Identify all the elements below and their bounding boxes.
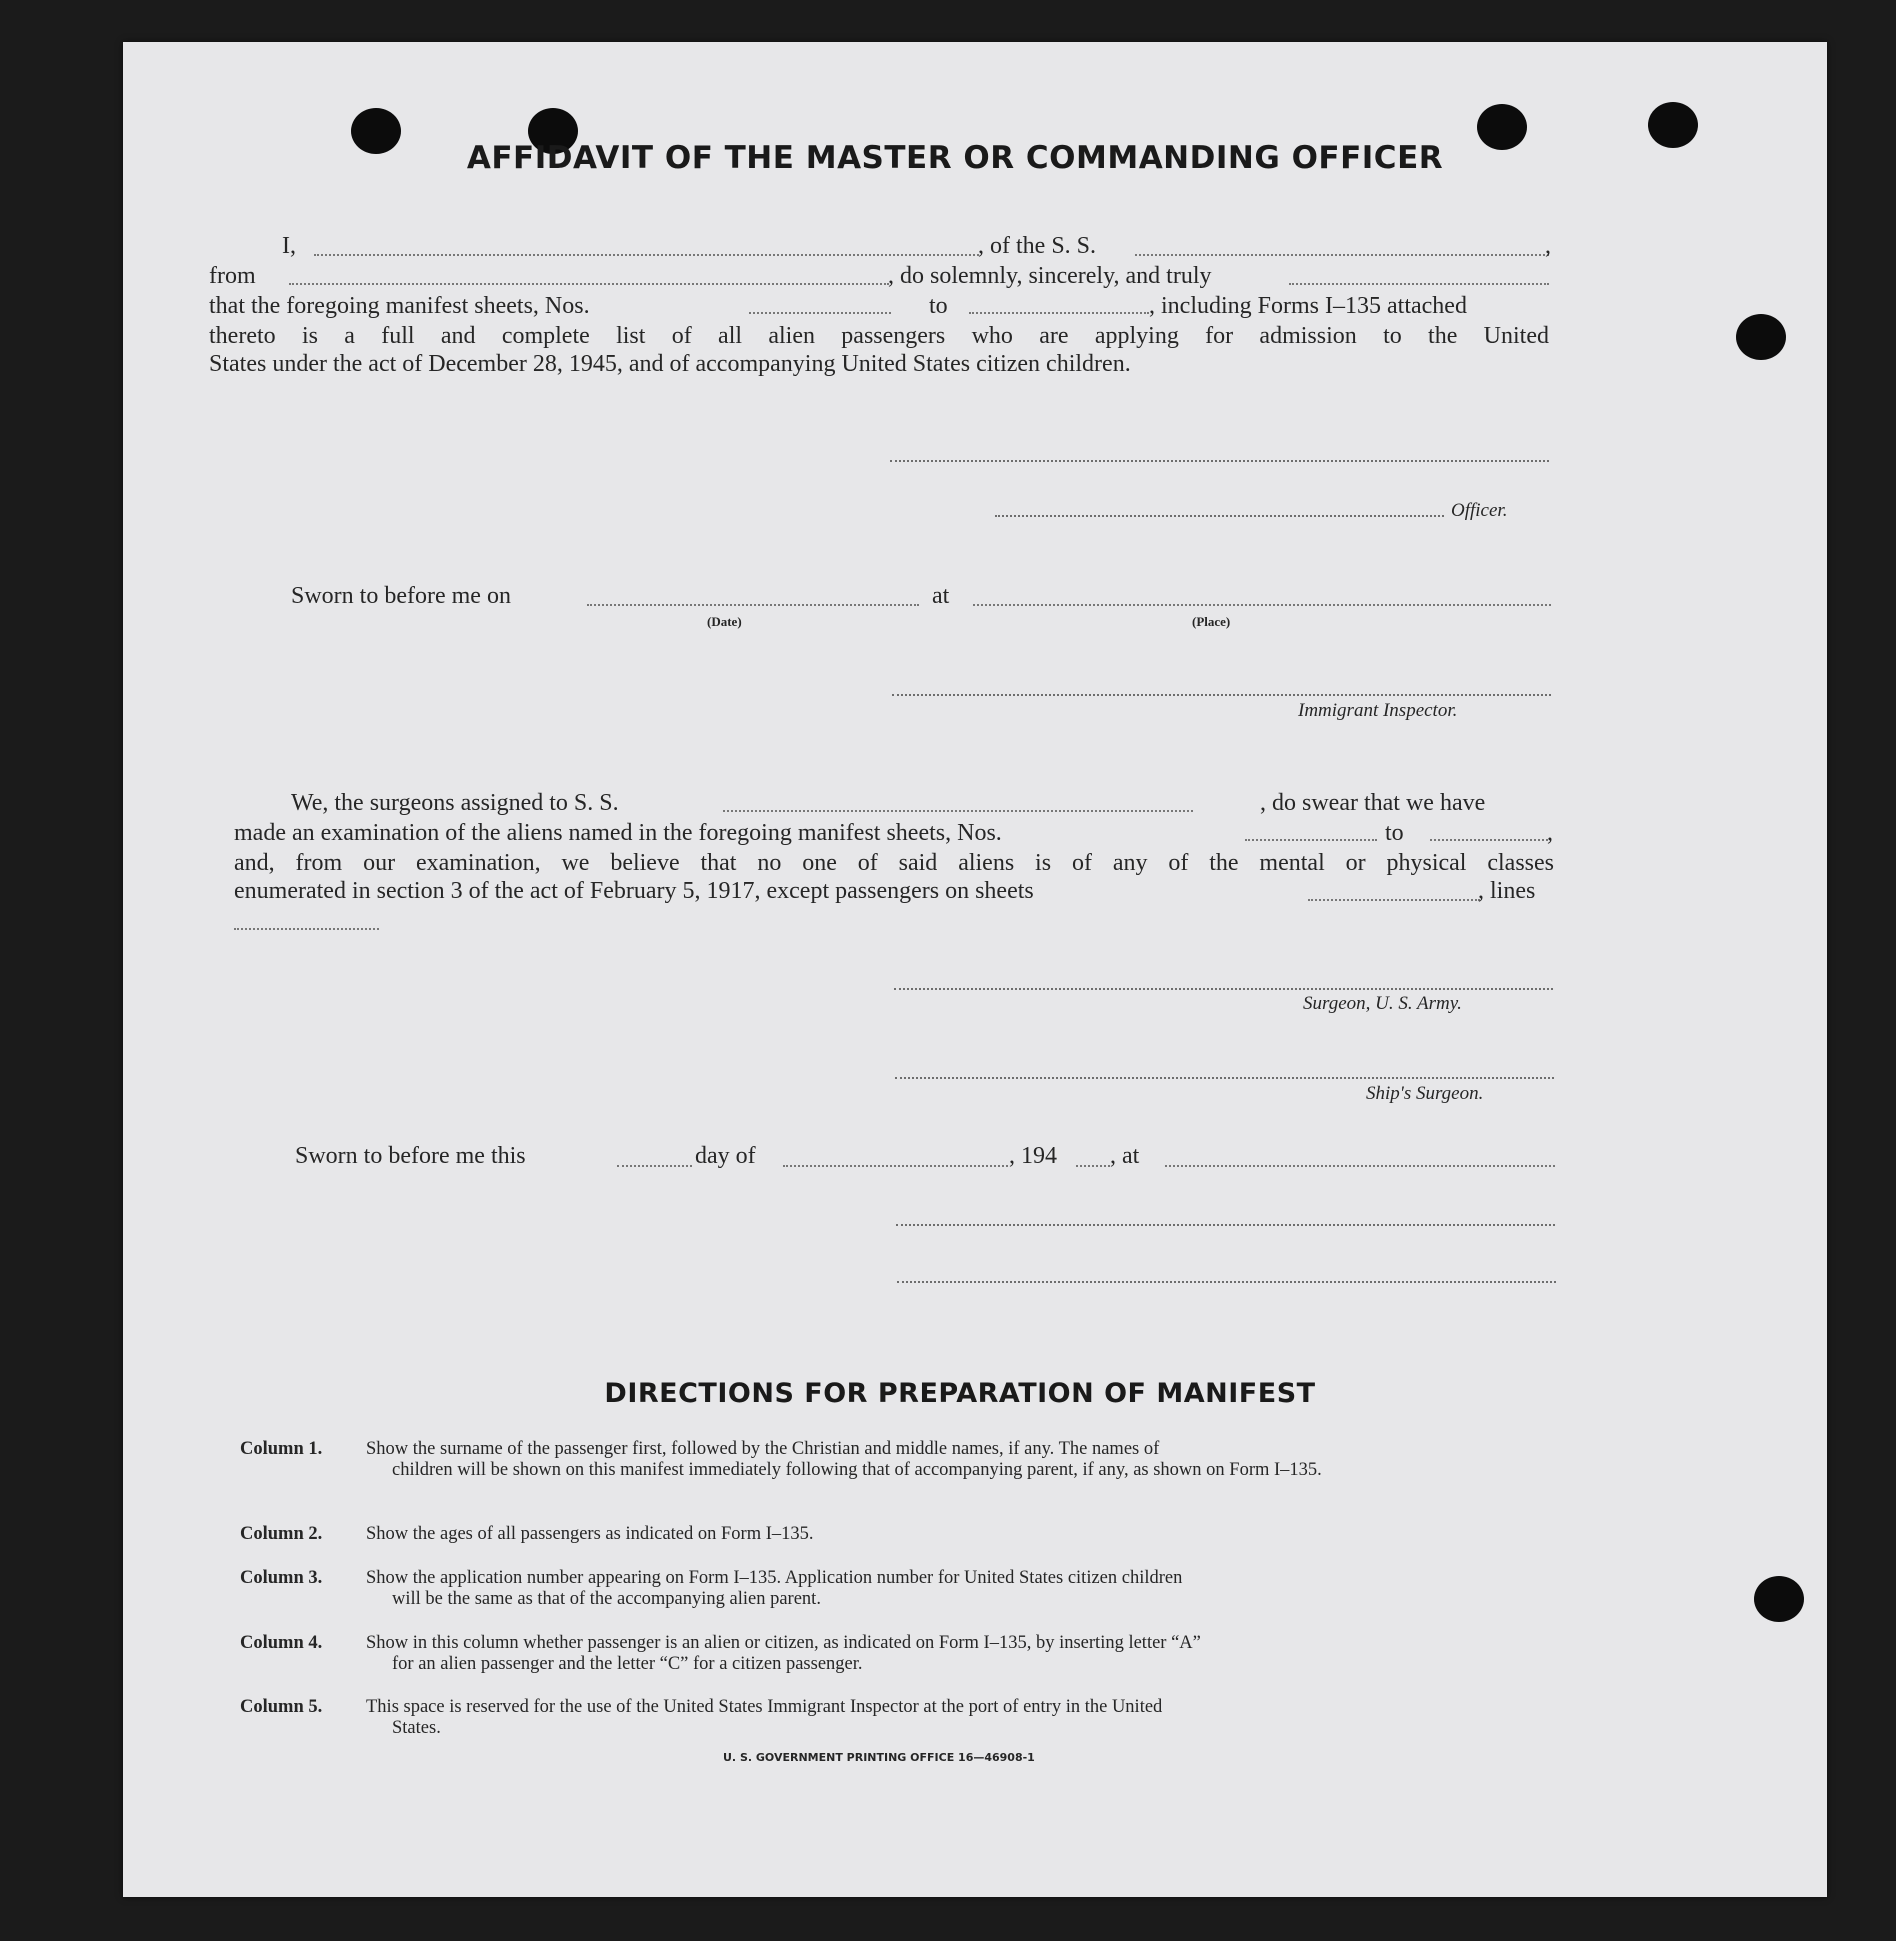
inspector-signature-line[interactable] xyxy=(892,694,1551,696)
ship-name-field[interactable] xyxy=(1135,254,1549,256)
direction-text: will be the same as that of the accompanying alien parent. xyxy=(392,1589,821,1609)
surgeons-text: , xyxy=(1547,820,1553,846)
sworn-signature-line-1[interactable] xyxy=(896,1224,1555,1226)
direction-text: Show in this column whether passenger is an alien or citizen, as indicated on Form I–135, by inserting letter “A” xyxy=(366,1633,1201,1653)
surgeons-text: and, from our examination, we believe that no one of said aliens is of any of the mental or physical classes xyxy=(234,850,1554,876)
affidavit-text: that the foregoing manifest sheets, Nos. xyxy=(209,293,590,319)
direction-item xyxy=(240,1568,1574,1610)
affidavit-text: , xyxy=(1545,233,1551,259)
direction-text: Show the ages of all passengers as indicated on Form I–135. xyxy=(366,1524,814,1544)
affidavit-text: from xyxy=(209,263,256,289)
surgeons-text: We, the surgeons assigned to S. S. xyxy=(291,790,619,816)
direction-item xyxy=(240,1697,1574,1739)
master-name-field[interactable] xyxy=(314,254,979,256)
sheets-to-field[interactable] xyxy=(969,312,1149,314)
sworn-month-field[interactable] xyxy=(783,1165,1008,1167)
sworn-text: , at xyxy=(1110,1143,1140,1169)
direction-item xyxy=(240,1524,1574,1545)
sworn-day-field[interactable] xyxy=(617,1165,692,1167)
affirm-field[interactable] xyxy=(1289,283,1549,285)
place-caption: (Place) xyxy=(1192,614,1231,629)
affidavit-text: , of the S. S. xyxy=(978,233,1097,259)
surgeons-text: , do swear that we have xyxy=(1260,790,1486,816)
officer-label: Officer. xyxy=(1451,500,1508,521)
surgeons-text: made an examination of the aliens named in the foregoing manifest sheets, Nos. xyxy=(234,820,1002,846)
sworn-text: Sworn to before me this xyxy=(295,1143,526,1169)
ships-surgeon-signature-line[interactable] xyxy=(895,1077,1554,1079)
direction-item xyxy=(240,1439,1574,1481)
except-sheets-field[interactable] xyxy=(1308,899,1480,901)
affidavit-text: thereto is a full and complete list of all alien passengers who are applying for admission to the United xyxy=(209,323,1549,349)
sworn-place-field-2[interactable] xyxy=(1165,1165,1555,1167)
surgeons-ship-field[interactable] xyxy=(723,810,1193,812)
sworn-signature-line-2[interactable] xyxy=(897,1281,1556,1283)
direction-item xyxy=(240,1633,1574,1675)
army-surgeon-label: Surgeon, U. S. Army. xyxy=(1303,993,1462,1014)
sheets-from-field[interactable] xyxy=(749,312,891,314)
affidavit-text: , do solemnly, sincerely, and truly xyxy=(888,263,1212,289)
printing-office-footer: U. S. GOVERNMENT PRINTING OFFICE 16—46908-1 xyxy=(723,1751,1035,1764)
officer-signature-line[interactable] xyxy=(995,515,1444,517)
direction-column-label: Column 4. xyxy=(240,1633,323,1653)
affidavit-text: , including Forms I–135 attached xyxy=(1149,293,1467,319)
direction-text: for an alien passenger and the letter “C” for a citizen passenger. xyxy=(392,1654,863,1674)
except-lines-field[interactable] xyxy=(234,928,379,930)
directions-title: DIRECTIONS FOR PREPARATION OF MANIFEST xyxy=(604,1378,1316,1409)
sworn-year-field[interactable] xyxy=(1076,1165,1110,1167)
punch-hole xyxy=(1754,1576,1804,1622)
affidavit-text: States under the act of December 28, 1945, and of accompanying United States citizen children. xyxy=(209,351,1131,377)
direction-text: Show the application number appearing on Form I–135. Application number for United States citizen children xyxy=(366,1568,1183,1588)
direction-column-label: Column 2. xyxy=(240,1524,323,1544)
inspector-label: Immigrant Inspector. xyxy=(1298,700,1458,721)
direction-text: This space is reserved for the use of the United States Immigrant Inspector at the port of entry in the United xyxy=(366,1697,1163,1717)
direction-column-label: Column 3. xyxy=(240,1568,323,1588)
master-signature-line[interactable] xyxy=(890,460,1549,462)
surgeons-text: , lines xyxy=(1478,878,1536,904)
army-surgeon-signature-line[interactable] xyxy=(894,988,1553,990)
direction-text: States. xyxy=(392,1718,441,1738)
direction-column-label: Column 1. xyxy=(240,1439,323,1459)
sworn-date-field[interactable] xyxy=(587,604,919,606)
exam-sheets-from-field[interactable] xyxy=(1245,839,1377,841)
direction-text: Show the surname of the passenger first, followed by the Christian and middle names, if any. The names of xyxy=(366,1439,1160,1459)
direction-column-label: Column 5. xyxy=(240,1697,323,1717)
ships-surgeon-label: Ship's Surgeon. xyxy=(1366,1083,1484,1104)
sworn-text: Sworn to before me on xyxy=(291,583,511,609)
surgeons-text: enumerated in section 3 of the act of February 5, 1917, except passengers on sheets xyxy=(234,878,1034,904)
exam-sheets-to-field[interactable] xyxy=(1430,839,1548,841)
direction-text: children will be shown on this manifest immediately following that of accompanying parent, if any, as shown on Form I–135. xyxy=(392,1460,1322,1480)
sworn-text: , 194 xyxy=(1009,1143,1057,1169)
sworn-text: at xyxy=(932,583,950,609)
form-page xyxy=(123,42,1827,1897)
port-from-field[interactable] xyxy=(289,283,889,285)
surgeons-text: to xyxy=(1385,820,1404,846)
punch-hole xyxy=(1736,314,1786,360)
form-title: AFFIDAVIT OF THE MASTER OR COMMANDING OFFICER xyxy=(466,140,1444,176)
sworn-place-field[interactable] xyxy=(973,604,1551,606)
affidavit-text: I, xyxy=(282,233,296,259)
sworn-text: day of xyxy=(695,1143,756,1169)
date-caption: (Date) xyxy=(707,614,742,629)
affidavit-text: to xyxy=(929,293,948,319)
